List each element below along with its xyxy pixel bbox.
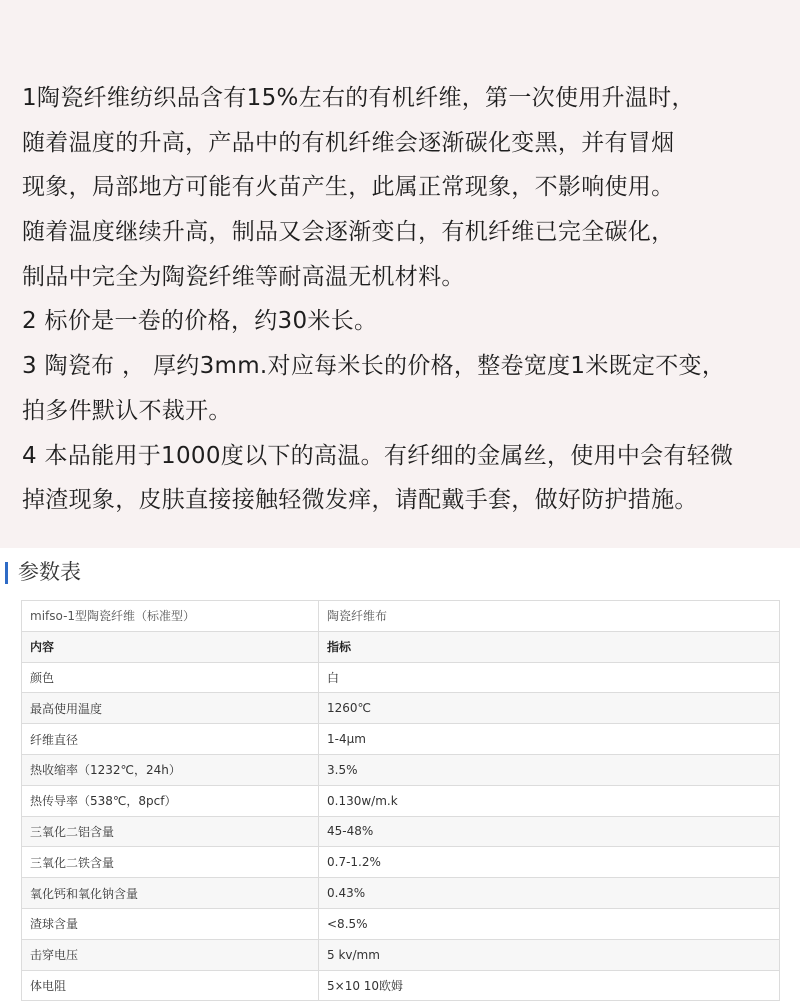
param-value-cell: 白	[319, 662, 780, 693]
param-item-cell: 击穿电压	[22, 939, 319, 970]
note-line: 随着温度的升高，产品中的有机纤维会逐渐碳化变黑，并有冒烟	[22, 129, 675, 156]
table-row	[22, 785, 780, 816]
param-item-cell: 体电阻	[22, 970, 319, 1001]
note-line: 4 本品能用于1000度以下的高温。有纤细的金属丝，使用中会有轻微	[22, 442, 734, 469]
model-product-cell: 陶瓷纤维布	[319, 601, 780, 632]
param-value-cell: 45-48%	[319, 816, 780, 847]
table-row	[22, 847, 780, 878]
header-value-cell: 指标	[319, 631, 780, 662]
param-value-cell: 0.7-1.2%	[319, 847, 780, 878]
table-row	[22, 908, 780, 939]
note-line: 制品中完全为陶瓷纤维等耐高温无机材料。	[22, 263, 465, 290]
header-item-cell: 内容	[22, 631, 319, 662]
table-row-model	[22, 601, 780, 632]
section-accent-bar	[5, 562, 8, 584]
param-item-cell: 氧化钙和氧化钠含量	[22, 878, 319, 909]
param-item-cell: 热收缩率（1232℃，24h）	[22, 754, 319, 785]
param-item-cell: 渣球含量	[22, 908, 319, 939]
note-line: 拍多件默认不裁开。	[22, 397, 232, 424]
param-item-cell: 颜色	[22, 662, 319, 693]
table-header-row	[22, 631, 780, 662]
note-line: 1陶瓷纤维纺织品含有15%左右的有机纤维，第一次使用升温时，	[22, 85, 695, 111]
product-notes	[22, 76, 792, 523]
parameter-table	[21, 600, 780, 1001]
param-item-cell: 三氧化二铝含量	[22, 816, 319, 847]
param-value-cell: 3.5%	[319, 754, 780, 785]
table-row	[22, 662, 780, 693]
param-item-cell: 纤维直径	[22, 724, 319, 755]
table-row	[22, 816, 780, 847]
param-value-cell: 1260℃	[319, 693, 780, 724]
param-value-cell: <8.5%	[319, 908, 780, 939]
note-line: 3 陶瓷布 ， 厚约3mm.对应每米长的价格，整卷宽度1米既定不变，	[22, 353, 726, 380]
table-row	[22, 970, 780, 1001]
table-row	[22, 939, 780, 970]
note-line: 掉渣现象，皮肤直接接触轻微发痒，请配戴手套，做好防护措施。	[22, 487, 698, 514]
parameter-section-header	[0, 553, 800, 593]
table-row	[22, 724, 780, 755]
param-value-cell: 5 kv/mm	[319, 939, 780, 970]
note-line: 随着温度继续升高，制品又会逐渐变白，有机纤维已完全碳化，	[22, 219, 675, 246]
table-row	[22, 693, 780, 724]
table-row	[22, 878, 780, 909]
parameter-section-title: 参数表	[18, 560, 81, 584]
model-name-cell: mifso-1型陶瓷纤维（标准型）	[22, 601, 319, 632]
param-item-cell: 热传导率（538℃，8pcf）	[22, 785, 319, 816]
param-item-cell: 最高使用温度	[22, 693, 319, 724]
param-value-cell: 5×10 10欧姆	[319, 970, 780, 1001]
param-value-cell: 0.130w/m.k	[319, 785, 780, 816]
param-item-cell: 三氧化二铁含量	[22, 847, 319, 878]
note-line: 现象，局部地方可能有火苗产生，此属正常现象，不影响使用。	[22, 174, 675, 201]
note-line: 2 标价是一卷的价格，约30米长。	[22, 308, 378, 335]
param-value-cell: 0.43%	[319, 878, 780, 909]
table-row	[22, 754, 780, 785]
param-value-cell: 1-4μm	[319, 724, 780, 755]
